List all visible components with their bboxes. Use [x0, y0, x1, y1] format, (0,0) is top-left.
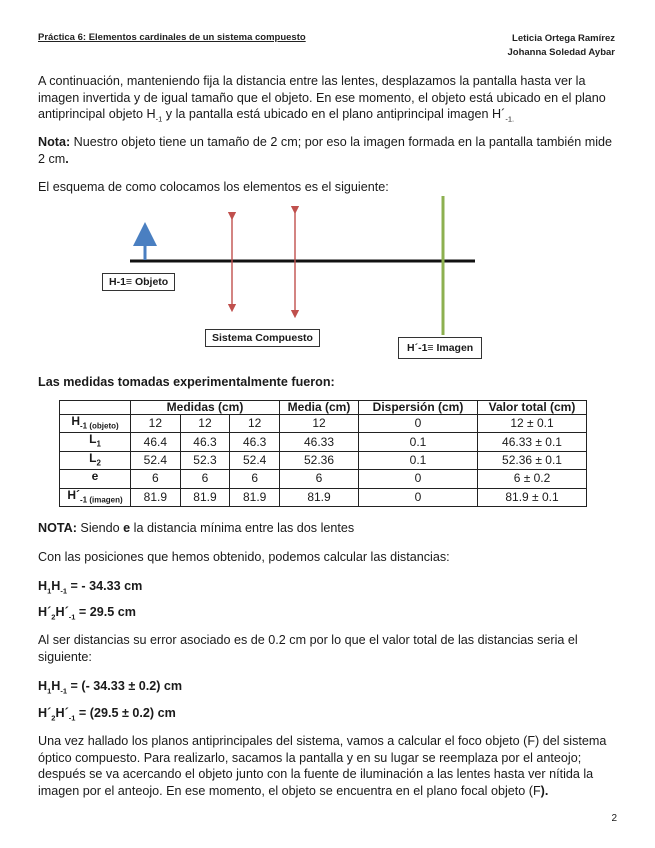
label-image: H´-1≡ Imagen [398, 337, 482, 359]
cell-m3: 6 [230, 470, 280, 488]
scheme-intro: El esquema de como colocamos los elementos es el siguiente: [38, 180, 389, 194]
cell-total: 81.9 ± 0.1 [478, 488, 587, 506]
equation-3: $H_1H_{-1}$ = (- 34.33 ± 0.2) cm [38, 679, 183, 696]
header-measures: Medidas (cm) [131, 401, 280, 415]
cell-m1: 6 [131, 470, 181, 488]
header-empty [60, 401, 131, 415]
table-row [60, 415, 587, 433]
cell-mean: 46.33 [280, 433, 359, 451]
final-paragraph: Una vez hallado los planos antiprincipales del sistema, vamos a calcular el foco objeto (F) del sistema óptico compuesto. Para realizarlo, sacamos la pantalla y en su lugar se reemplaza por el anteojo; después se va acercando el objeto junto con la fuente de iluminación a las lentes hasta ver nítida la imagen por el anteojo. En ese momento, el objeto se encuentra en el plano focal objeto (F). [38, 734, 607, 798]
optical-scheme-diagram [95, 190, 505, 365]
cell-m2: 46.3 [180, 433, 230, 451]
cell-disp: 0.1 [359, 451, 478, 469]
cell-total: 52.36 ± 0.1 [478, 451, 587, 469]
cell-m1: 52.4 [131, 451, 181, 469]
cell-mean: 81.9 [280, 488, 359, 506]
cell-m3: 52.4 [230, 451, 280, 469]
cell-disp: 0 [359, 470, 478, 488]
cell-m3: 81.9 [230, 488, 280, 506]
cell-mean: 6 [280, 470, 359, 488]
cell-m1: 81.9 [131, 488, 181, 506]
equation-1: $H_1H_{-1}$ = - 34.33 cm [38, 579, 143, 596]
label-object: H-1≡ Objeto [102, 273, 175, 291]
cell-row-name: $L_1$ [60, 433, 131, 451]
nota-paragraph: NOTA: Siendo e la distancia mínima entre las dos lentes [38, 521, 355, 535]
cell-m3: 12 [230, 415, 280, 433]
cell-m1: 12 [131, 415, 181, 433]
cell-row-name: e [60, 470, 131, 488]
table-header-row [60, 401, 587, 415]
cell-row-name: $H´_{-1 (imagen)}$ [60, 488, 131, 506]
cell-m2: 52.3 [180, 451, 230, 469]
cell-row-name: $L_2$ [60, 451, 131, 469]
equation-2: $H´_2H´_{-1} = 29.5$ cm [38, 605, 137, 622]
cell-disp: 0.1 [359, 433, 478, 451]
cell-total: 6 ± 0.2 [478, 470, 587, 488]
cell-mean: 52.36 [280, 451, 359, 469]
author-2: Johanna Soledad Aybar [507, 47, 615, 58]
table-row [60, 433, 587, 451]
cell-row-name: $H_{-1 (objeto)}$ [60, 415, 131, 433]
authors [507, 32, 615, 60]
document-title: Práctica 6: Elementos cardinales de un sistema compuesto [38, 32, 306, 43]
note-paragraph: Nota: Nuestro objeto tiene un tamaño de 2 cm; por eso la imagen formada en la pantalla también mide 2 cm. [38, 135, 613, 166]
equation-4: $H´_2H´_{-1} = (29.5 \pm 0.2)$ cm [38, 706, 176, 723]
label-system: Sistema Compuesto [205, 329, 320, 347]
header-mean: Media (cm) [280, 401, 359, 415]
page-number: 2 [611, 813, 617, 824]
cell-m2: 12 [180, 415, 230, 433]
table-row [60, 451, 587, 469]
header-dispersion: Dispersión (cm) [359, 401, 478, 415]
intro-paragraph: A continuación, manteniendo fija la distancia entre las lentes, desplazamos la pantalla hasta ver la imagen invertida y de igual tamaño que el objeto. En ese momento, el objeto está ubicado en el plano antiprincipal objeto $H_{-1}$ y la pantalla está ubicado en el plano antiprincipal imagen $H´_{-1.}$ [38, 74, 606, 124]
cell-total: 46.33 ± 0.1 [478, 433, 587, 451]
cell-m2: 6 [180, 470, 230, 488]
table-row [60, 488, 587, 506]
measurements-table [59, 400, 587, 507]
cell-disp: 0 [359, 488, 478, 506]
header-total: Valor total (cm) [478, 401, 587, 415]
cell-mean: 12 [280, 415, 359, 433]
error-paragraph: Al ser distancias su error asociado es de 0.2 cm por lo que el valor total de las distancias seria el siguiente: [38, 633, 578, 664]
cell-disp: 0 [359, 415, 478, 433]
cell-m3: 46.3 [230, 433, 280, 451]
calc-paragraph: Con las posiciones que hemos obtenido, podemos calcular las distancias: [38, 550, 450, 564]
cell-m2: 81.9 [180, 488, 230, 506]
cell-total: 12 ± 0.1 [478, 415, 587, 433]
table-title: Las medidas tomadas experimentalmente fueron: [38, 375, 335, 389]
table-row [60, 470, 587, 488]
cell-m1: 46.4 [131, 433, 181, 451]
author-1: Leticia Ortega Ramírez [512, 33, 615, 44]
